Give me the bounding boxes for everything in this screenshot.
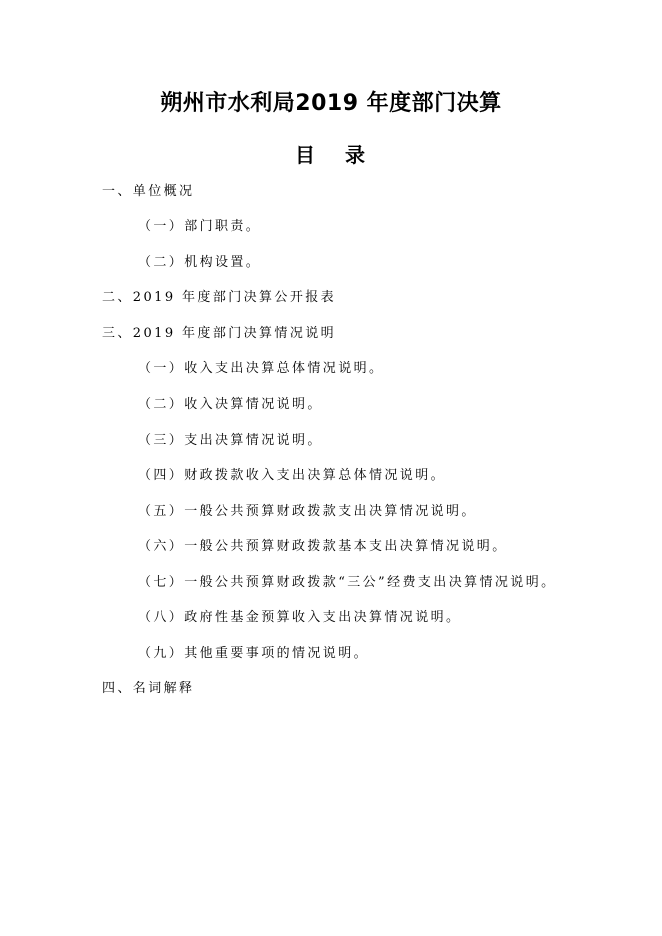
toc-item: （六）一般公共预算财政拨款基本支出决算情况说明。: [138, 539, 508, 554]
toc-item: 二、2019 年度部门决算公开报表: [102, 290, 337, 305]
toc-item: （二）机构设置。: [138, 255, 262, 270]
toc-item: （五）一般公共预算财政拨款支出决算情况说明。: [138, 504, 477, 519]
toc-item: （一）收入支出决算总体情况说明。: [138, 361, 385, 376]
heading-char-2: 录: [345, 143, 367, 167]
toc-item: 四、名词解释: [102, 681, 195, 696]
toc-item: （七）一般公共预算财政拨款“三公”经费支出决算情况说明。: [138, 575, 557, 590]
heading-char-1: 目: [295, 143, 317, 167]
toc-item: （一）部门职责。: [138, 219, 262, 234]
toc-item: 三、2019 年度部门决算情况说明: [102, 326, 337, 341]
toc-item: （二）收入决算情况说明。: [138, 397, 323, 412]
toc-item: （四）财政拨款收入支出决算总体情况说明。: [138, 468, 447, 483]
document-title: 朔州市水利局2019 年度部门决算: [160, 91, 502, 116]
toc-item: 一、单位概况: [102, 184, 195, 199]
toc-item: （三）支出决算情况说明。: [138, 433, 323, 448]
toc-item: （九）其他重要事项的情况说明。: [138, 646, 370, 661]
toc-item: （八）政府性基金预算收入支出决算情况说明。: [138, 610, 462, 625]
